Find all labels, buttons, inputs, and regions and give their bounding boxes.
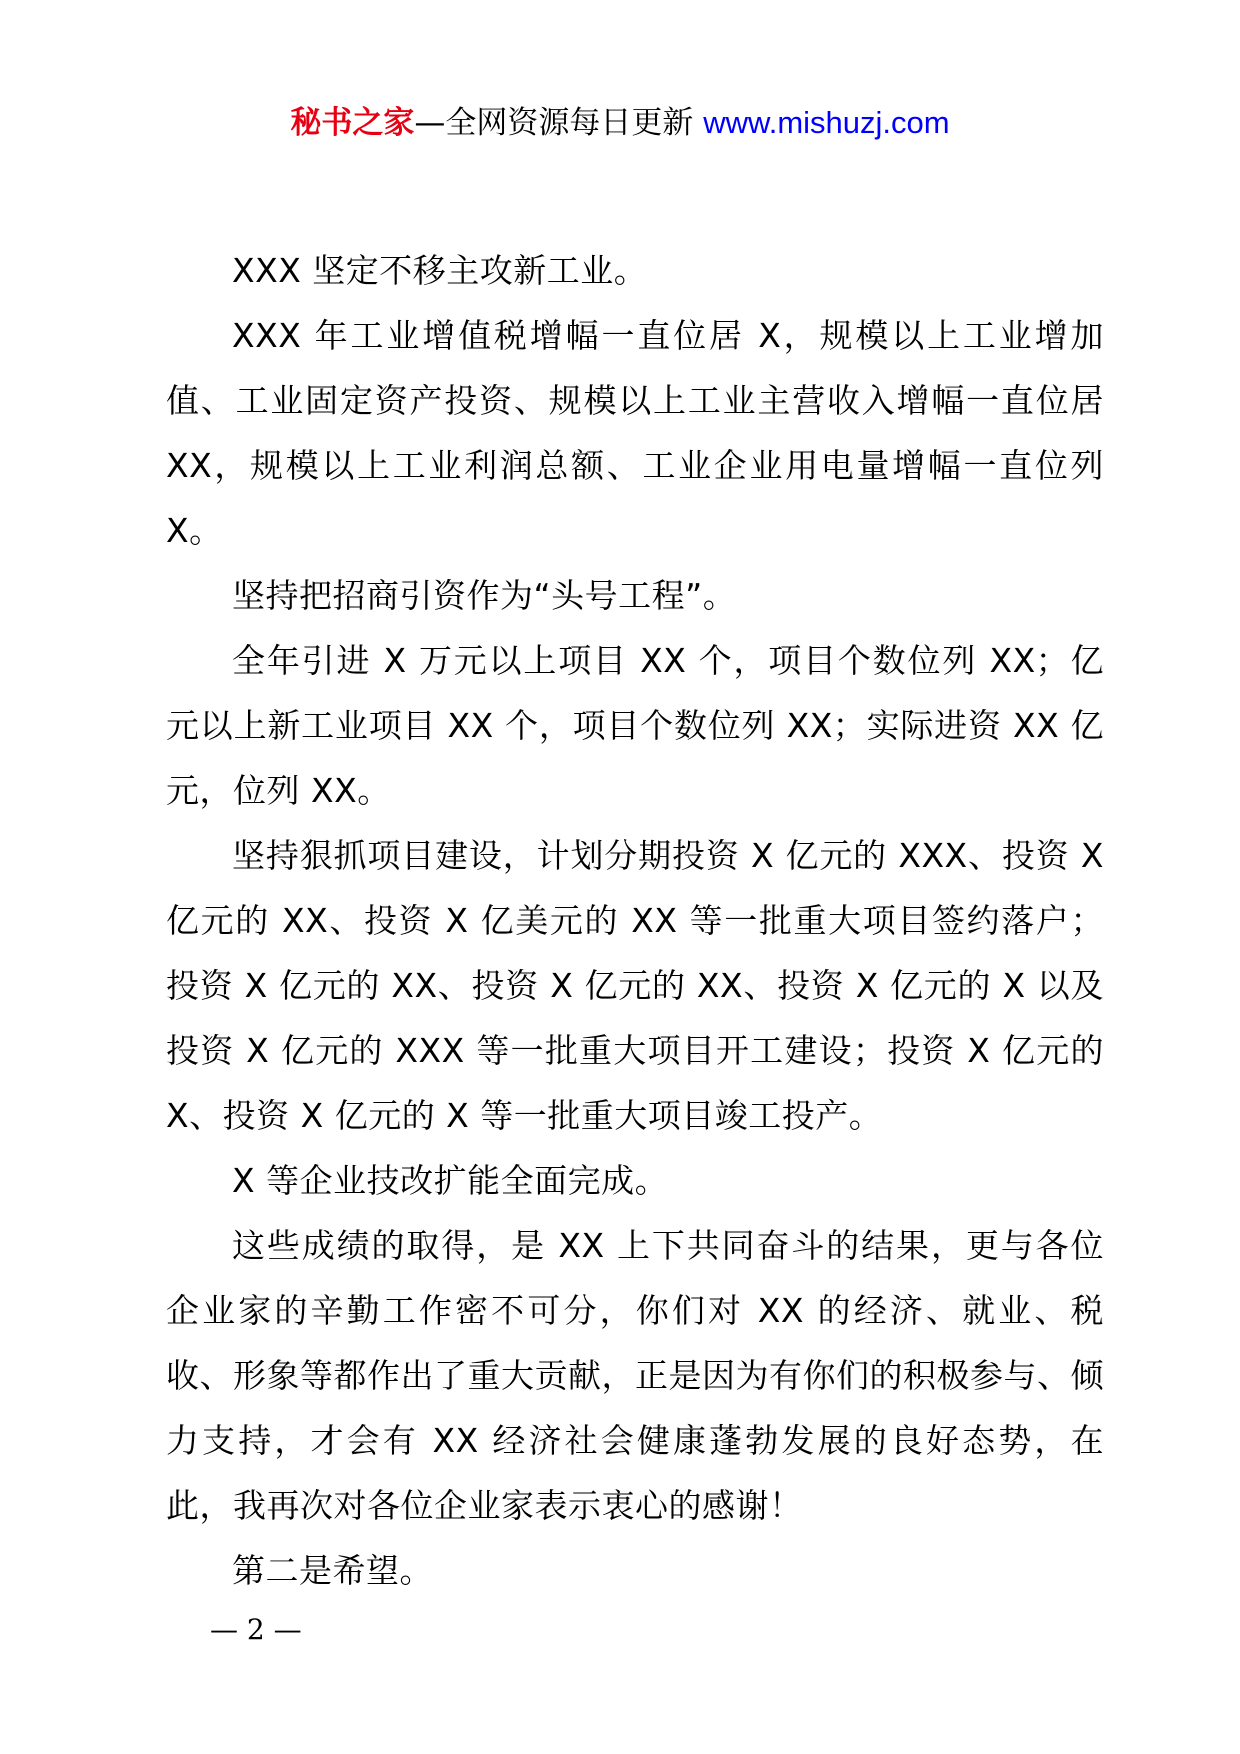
paragraph: 坚持狠抓项目建设，计划分期投资 X 亿元的 XXX、投资 X 亿元的 XX、投资 X 亿美元的 XX 等一批重大项目签约落户；投资 X 亿元的 XX、投资 X 亿元的 XX、投资 X 亿元的 X 以及投资 X 亿元的 XXX 等一批重大项目开工建设；投资 X 亿元的 X、投资 X 亿元的 X 等一批重大项目竣工投产。	[166, 836, 1104, 1135]
paragraph: 第二是希望。	[232, 1551, 433, 1590]
paragraph: 这些成绩的取得，是 XX 上下共同奋斗的结果，更与各位企业家的辛勤工作密不可分，你们对 XX 的经济、就业、税收、形象等都作出了重大贡献，正是因为有你们的积极参与、倾力支持，才会有 XX 经济社会健康蓬勃发展的良好态势，在此，我再次对各位企业家表示衷心的感谢！	[166, 1226, 1104, 1525]
paragraph: XXX 坚定不移主攻新工业。	[232, 251, 648, 290]
site-brand: 秘书之家	[290, 105, 415, 141]
paragraph: 坚持把招商引资作为“头号工程”。	[232, 576, 737, 615]
site-header	[0, 100, 1240, 146]
document-body	[166, 238, 1104, 1603]
paragraph: 全年引进 X 万元以上项目 XX 个，项目个数位列 XX；亿元以上新工业项目 XX 个，项目个数位列 XX；实际进资 XX 亿元，位列 XX。	[166, 641, 1104, 810]
page-number: — 2 —	[210, 1613, 302, 1646]
paragraph: XXX 年工业增值税增幅一直位居 X，规模以上工业增加值、工业固定资产投资、规模以上工业主营收入增幅一直位居 XX，规模以上工业利润总额、工业企业用电量增幅一直位列 X。	[166, 316, 1104, 550]
paragraph: X 等企业技改扩能全面完成。	[232, 1161, 669, 1200]
site-tagline: —全网资源每日更新	[414, 105, 704, 141]
site-url[interactable]: www.mishuzj.com	[703, 105, 950, 140]
